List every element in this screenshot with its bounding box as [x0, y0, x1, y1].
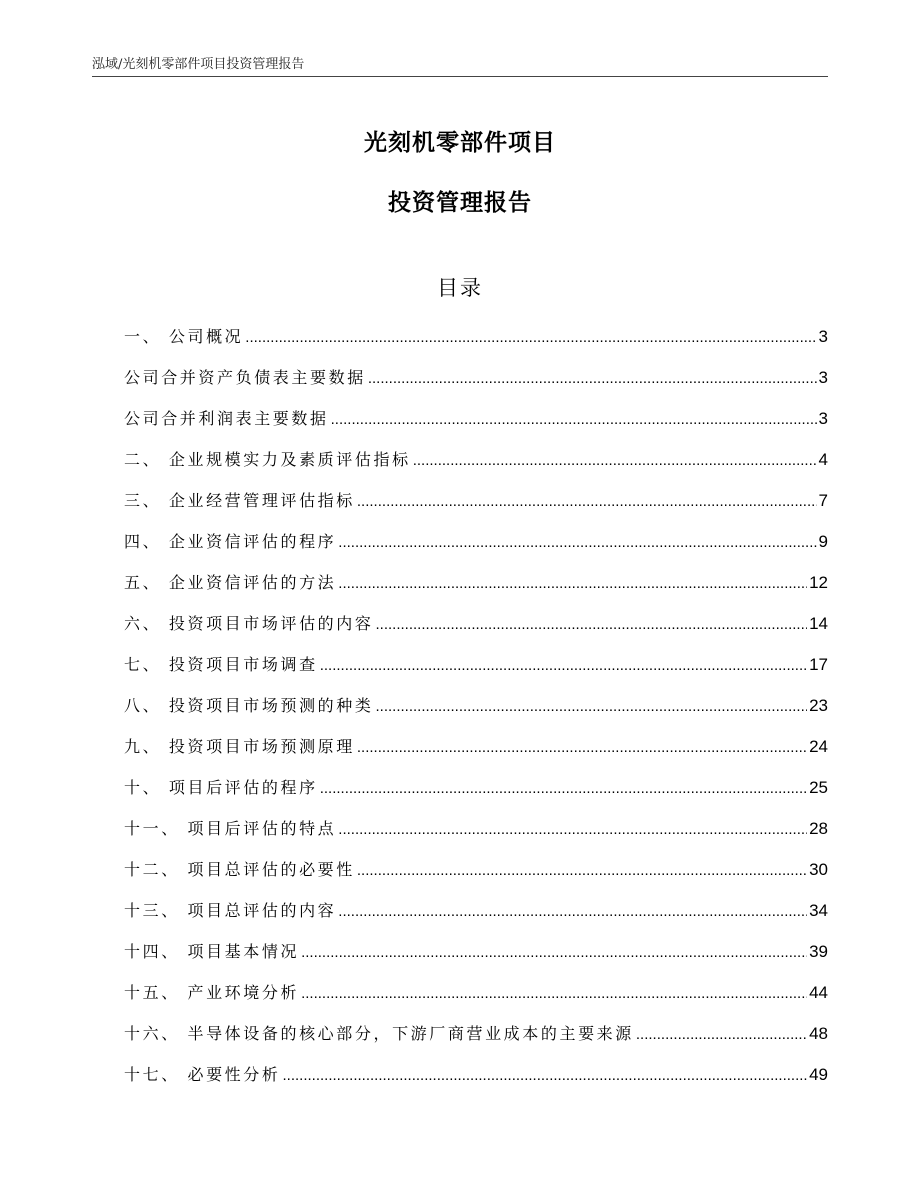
toc-leader-dots — [283, 1061, 808, 1091]
toc-leader-dots — [376, 692, 808, 722]
toc-leader-dots — [357, 856, 807, 886]
toc-entry-label: 十一、 项目后评估的特点 — [124, 819, 337, 838]
toc-entry[interactable] — [124, 363, 828, 404]
toc-entry[interactable] — [124, 1019, 828, 1060]
toc-entry-label: 二、 企业规模实力及素质评估指标 — [124, 450, 411, 469]
toc-entry-label: 公司合并资产负债表主要数据 — [124, 368, 366, 387]
toc-leader-dots — [320, 651, 807, 681]
toc-leader-dots — [245, 323, 816, 353]
toc-leader-dots — [301, 979, 807, 1009]
toc-entry-page: 25 — [809, 778, 828, 797]
toc-entry-page: 3 — [818, 368, 828, 387]
toc-entry-label: 三、 企业经营管理评估指标 — [124, 491, 355, 510]
toc-entry-page: 30 — [809, 860, 828, 879]
toc-heading: 目录 — [437, 276, 483, 300]
toc-entry[interactable] — [124, 855, 828, 896]
toc-entry-label: 十六、 半导体设备的核心部分，下游厂商营业成本的主要来源 — [124, 1024, 634, 1043]
toc-entry-page: 23 — [809, 696, 828, 715]
toc-entry[interactable] — [124, 568, 828, 609]
toc-leader-dots — [320, 774, 807, 804]
toc-leader-dots — [338, 897, 807, 927]
toc-entry-page: 17 — [809, 655, 828, 674]
toc-entry-label: 十二、 项目总评估的必要性 — [124, 860, 355, 879]
toc-entry-label: 八、 投资项目市场预测的种类 — [124, 696, 374, 715]
toc-entry[interactable] — [124, 814, 828, 855]
toc-entry[interactable] — [124, 896, 828, 937]
toc-entry-label: 十四、 项目基本情况 — [124, 942, 300, 961]
toc-leader-dots — [301, 938, 807, 968]
running-header: 泓域/光刻机零部件项目投资管理报告 — [92, 53, 828, 77]
toc-entry[interactable] — [124, 691, 828, 732]
toc-entry[interactable] — [124, 978, 828, 1019]
toc-entry-label: 十三、 项目总评估的内容 — [124, 901, 337, 920]
toc-entry-page: 24 — [809, 737, 828, 756]
toc-entry-page: 9 — [818, 532, 828, 551]
toc-leader-dots — [338, 569, 807, 599]
toc-entry[interactable] — [124, 404, 828, 445]
toc-entry[interactable] — [124, 1060, 828, 1101]
toc-leader-dots — [338, 528, 816, 558]
document-title-line-1: 光刻机零部件项目 — [364, 130, 556, 156]
document-title-line-2: 投资管理报告 — [388, 190, 532, 216]
table-of-contents — [124, 322, 828, 1101]
toc-leader-dots — [338, 815, 807, 845]
toc-entry[interactable] — [124, 527, 828, 568]
toc-entry[interactable] — [124, 732, 828, 773]
toc-entry-label: 十七、 必要性分析 — [124, 1065, 281, 1084]
toc-entry[interactable] — [124, 773, 828, 814]
toc-entry-page: 3 — [818, 327, 828, 346]
toc-entry-page: 44 — [809, 983, 828, 1002]
toc-entry[interactable] — [124, 609, 828, 650]
toc-leader-dots — [636, 1020, 807, 1050]
toc-entry-page: 48 — [809, 1024, 828, 1043]
toc-entry-label: 一、 公司概况 — [124, 327, 244, 346]
toc-leader-dots — [331, 405, 817, 435]
toc-entry-page: 14 — [809, 614, 828, 633]
toc-entry-page: 7 — [818, 491, 828, 510]
toc-entry-label: 公司合并利润表主要数据 — [124, 409, 329, 428]
toc-entry-page: 28 — [809, 819, 828, 838]
toc-entry[interactable] — [124, 937, 828, 978]
toc-entry-label: 十、 项目后评估的程序 — [124, 778, 318, 797]
toc-entry[interactable] — [124, 322, 828, 363]
toc-entry[interactable] — [124, 486, 828, 527]
toc-leader-dots — [413, 446, 817, 476]
toc-entry-label: 五、 企业资信评估的方法 — [124, 573, 337, 592]
toc-leader-dots — [357, 733, 807, 763]
toc-entry-label: 四、 企业资信评估的程序 — [124, 532, 337, 551]
toc-entry-page: 39 — [809, 942, 828, 961]
toc-leader-dots — [357, 487, 817, 517]
toc-entry-page: 3 — [818, 409, 828, 428]
toc-entry-label: 十五、 产业环境分析 — [124, 983, 300, 1002]
toc-entry-page: 4 — [818, 450, 828, 469]
toc-entry[interactable] — [124, 650, 828, 691]
toc-entry-label: 九、 投资项目市场预测原理 — [124, 737, 355, 756]
toc-entry-page: 34 — [809, 901, 828, 920]
toc-entry-page: 49 — [809, 1065, 828, 1084]
toc-entry-label: 七、 投资项目市场调查 — [124, 655, 318, 674]
toc-entry[interactable] — [124, 445, 828, 486]
toc-leader-dots — [376, 610, 808, 640]
toc-entry-label: 六、 投资项目市场评估的内容 — [124, 614, 374, 633]
toc-leader-dots — [368, 364, 817, 394]
toc-entry-page: 12 — [809, 573, 828, 592]
